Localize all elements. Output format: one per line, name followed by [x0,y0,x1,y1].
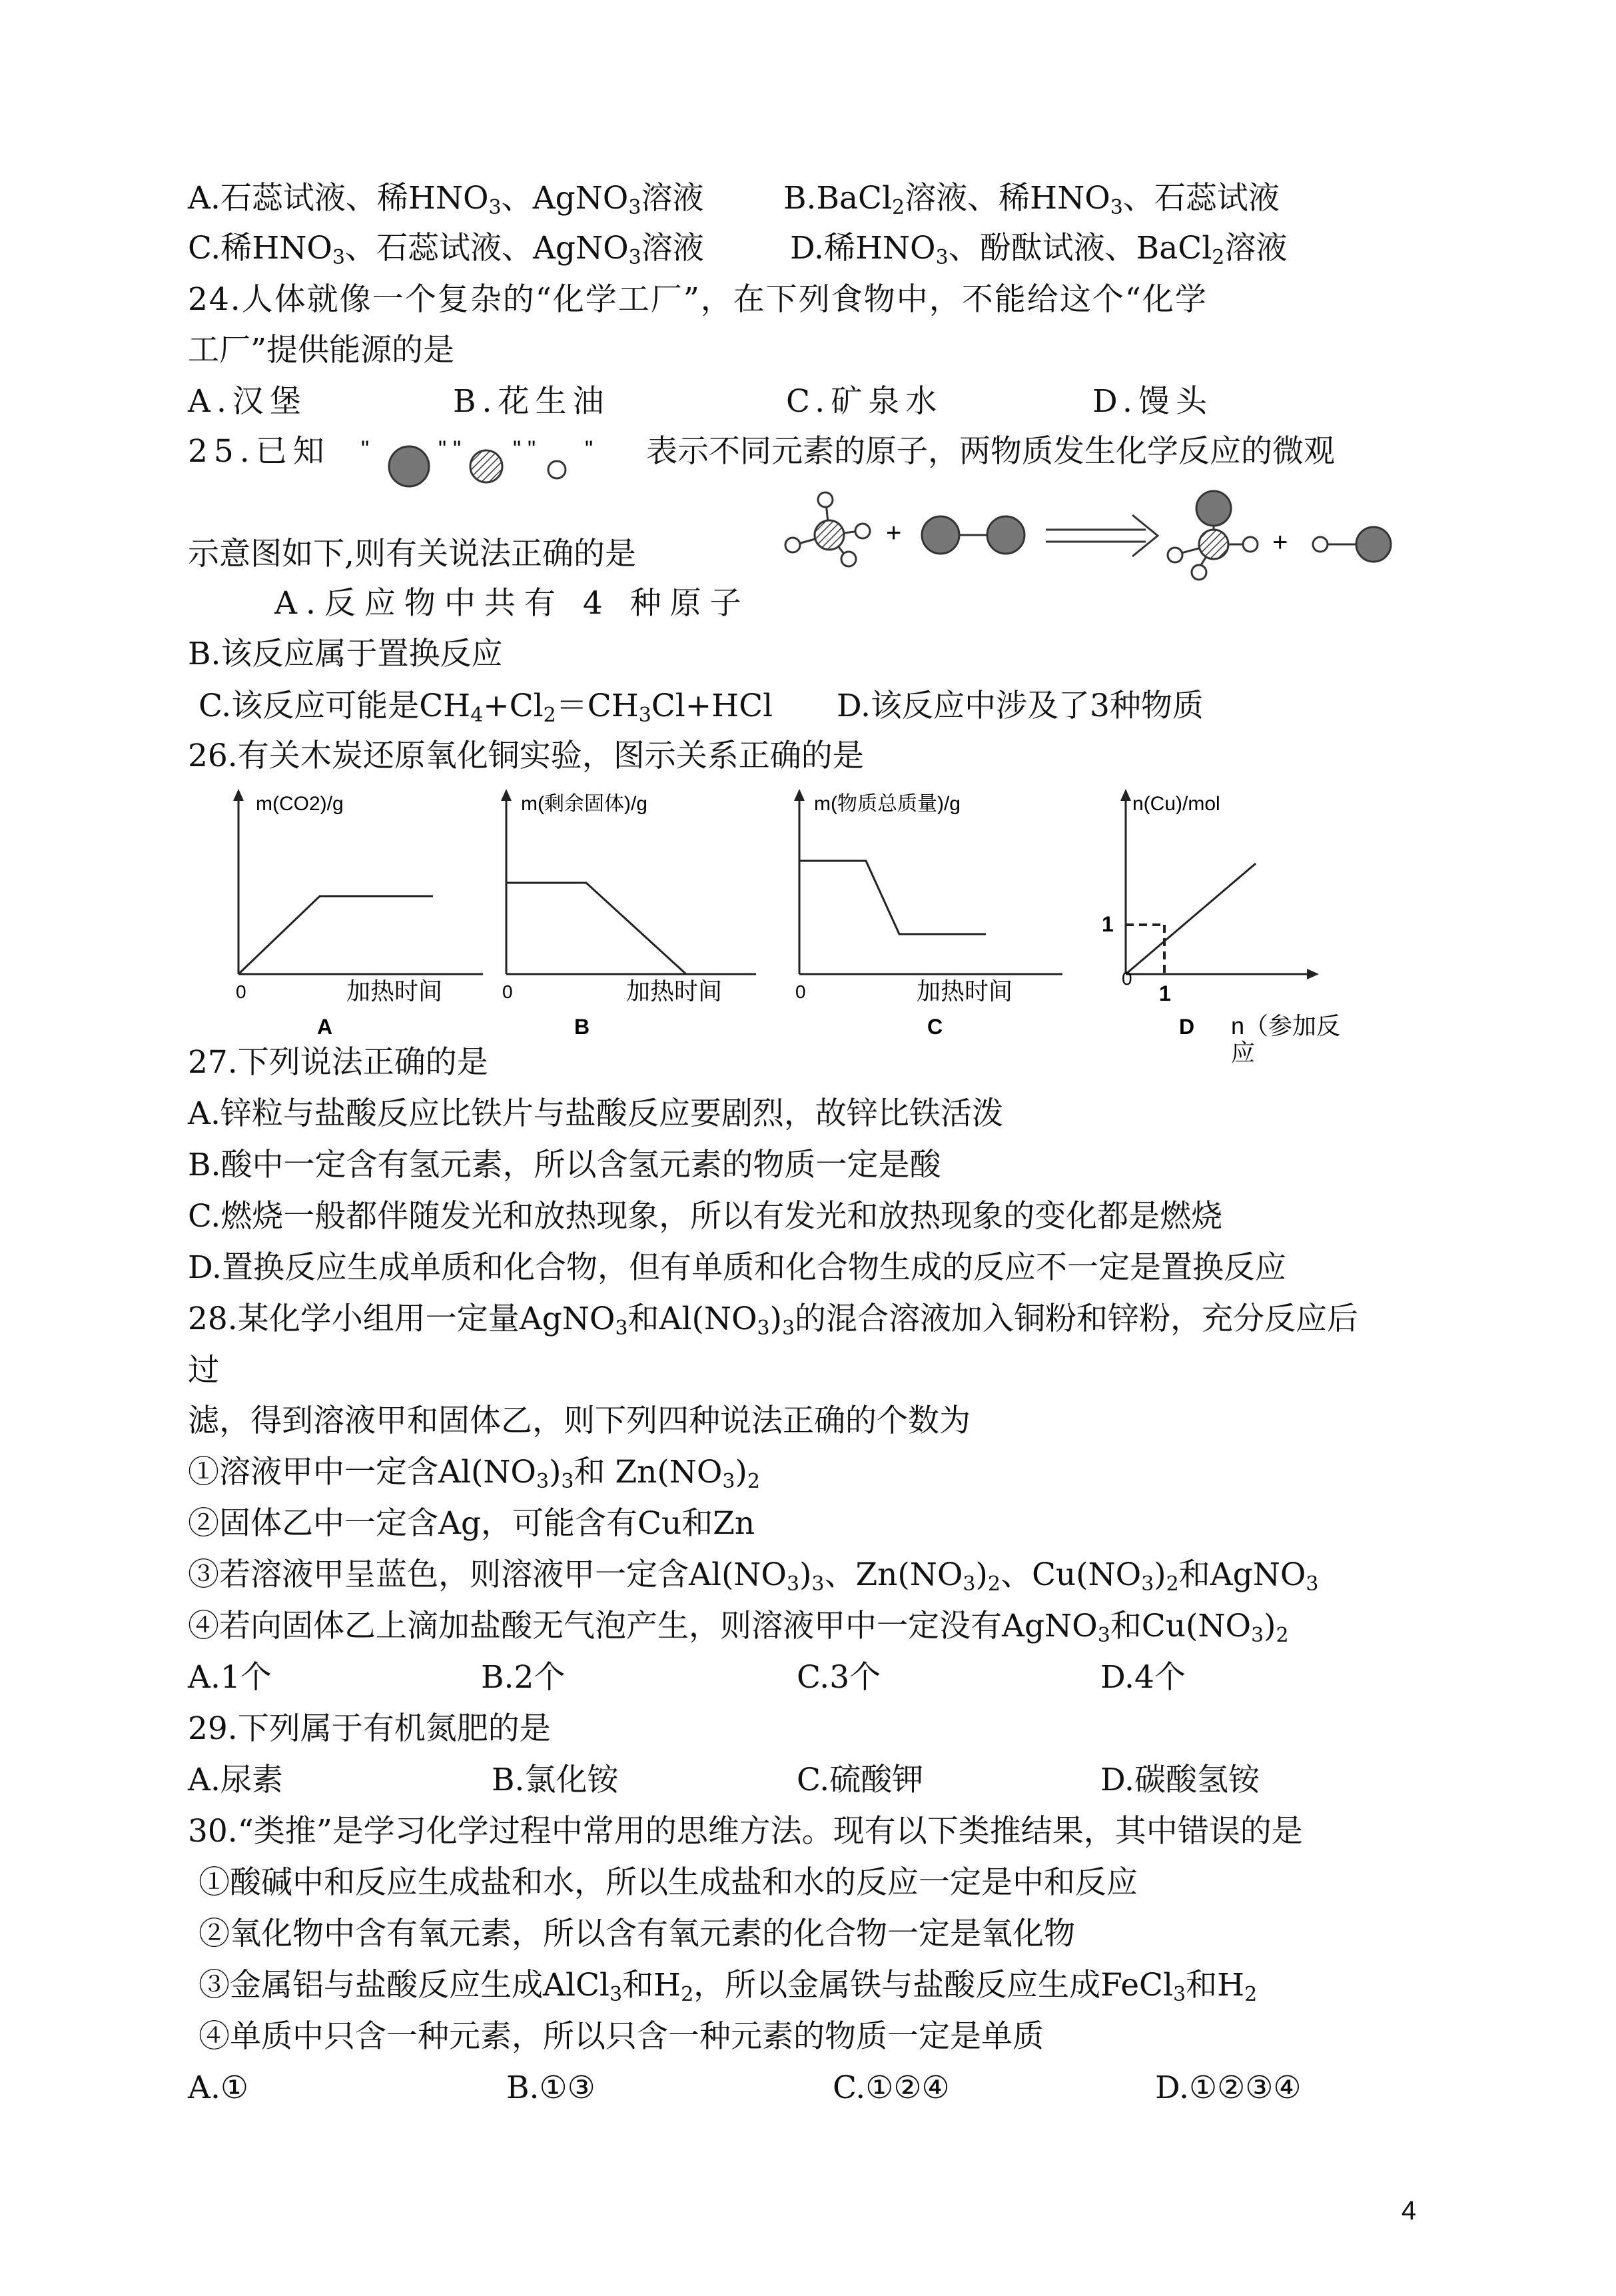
q29-option-b: B.氯化铵 [492,1762,619,1798]
curve [799,861,986,934]
small-atom-icon [1243,537,1258,552]
axis-arrow-icon [501,789,512,801]
y-label: n(Cu)/mol [1132,793,1220,815]
axis-arrow-icon [233,789,244,801]
q29-option-c: C.硫酸钾 [797,1762,924,1798]
q27-option-a: A.锌粒与盐酸反应比铁片与盐酸反应要剧烈，故锌比铁活泼 [188,1095,1003,1132]
q25-option-b: B.该反应属于置换反应 [188,636,503,672]
hatched-atom-icon [815,520,844,550]
q24-option-b: B.花生油 [453,383,610,420]
q28-option-c: C.3个 [797,1659,881,1696]
small-atom-icon [818,492,833,507]
small-atom-icon [1192,565,1206,580]
small-atom-icon [1168,548,1182,562]
x-label: n（参加反 [1231,1012,1341,1039]
graph-letter: C [927,1015,943,1039]
q25-option-a: A.反应物中共有 4 种原子 [274,585,750,622]
y-tick-label: 1 [1102,912,1114,936]
plus-sign: + [886,518,902,548]
q28-option-b: B.2个 [481,1659,566,1696]
q29-option-a: A.尿素 [188,1762,283,1798]
origin-label: 0 [795,981,806,1002]
q27-option-c: C.燃烧一般都伴随发光和放热现象，所以有发光和放热现象的变化都是燃烧 [188,1198,1223,1235]
q28-statement-2: ②固体乙中一定含Ag，可能含有Cu和Zn [188,1505,755,1542]
axis-arrow-icon [1120,789,1131,801]
q28-stem-line3: 滤，得到溶液甲和固体乙，则下列四种说法正确的个数为 [188,1403,971,1439]
small-atom-icon [841,552,856,566]
hatched-atom-icon [470,450,502,482]
y-label: m(CO2)/g [256,793,344,815]
quote-mark: " [513,436,522,462]
x-label: 加热时间 [346,977,443,1005]
origin-label: 0 [502,981,513,1002]
quote-mark: " [361,436,370,462]
small-atom-icon [855,524,870,538]
q28-option-a: A.1个 [188,1659,272,1696]
large-atom-icon [389,446,429,486]
curve [1126,863,1256,974]
large-atom-icon [922,516,959,554]
graph-letter: B [574,1015,590,1039]
q28-statement-1: ①溶液甲中一定含$Al(NO_3)_3$和 $Zn(NO_3)_2$ [188,1454,760,1493]
curve [238,896,433,974]
origin-label: 0 [236,981,246,1002]
q27-option-d: D.置换反应生成单质和化合物，但有单质和化合物生成的反应不一定是置换反应 [188,1249,1286,1286]
x-label-line2: 应 [1231,1039,1256,1066]
y-label: m(剩余固体)/g [521,793,647,815]
graph-letter: D [1179,1015,1195,1039]
quote-mark: " [438,436,447,462]
q30-option-d: D.①②③④ [1155,2069,1302,2106]
q25-stem-start: 25.已知 [188,433,330,470]
q24-stem-line2: 工厂”提供能源的是 [188,332,455,368]
large-atom-icon [987,516,1024,554]
q29-stem: 29.下列属于有机氮肥的是 [188,1710,551,1747]
quote-mark: " [585,436,594,462]
q28-stem-line1: 28.某化学小组用一定量AgNO$_3$和$Al(NO_3)_3$的混合溶液加入铜粉和锌粉，充分反应后 [188,1301,1359,1340]
large-atom-icon [1196,491,1231,526]
q24-option-d: D.馒头 [1092,383,1213,420]
q30-option-a: A.① [188,2069,249,2106]
graph-b [493,786,759,1039]
q30-statement-2: ②氧化物中含有氧元素，所以含有氧元素的化合物一定是氧化物 [199,1916,1075,1952]
x-tick-label: 1 [1159,981,1171,1005]
q25-option-c: C.该反应可能是$CH_4+Cl_2=CH_3Cl+HCl$ [199,688,773,727]
graph-d [1092,786,1399,1079]
page-number: 4 [1401,2196,1416,2225]
q28-statement-3: ③若溶液甲呈蓝色，则溶液甲一定含$Al(NO_3)_3$、$Zn(NO_3)_2$、$Cu(NO_3)_2$和AgNO$_3$ [188,1556,1319,1596]
q25-stem-line1: 表示不同元素的原子，两物质发生化学反应的微观 [646,433,1335,470]
hatched-atom-icon [1199,530,1228,559]
q30-statement-3: ③金属铝与盐酸反应生成AlCl$_3$和$H_2$，所以金属铁与盐酸反应生成FeCl$_3$和$H_2$ [199,1967,1258,2006]
large-atom-icon [1356,527,1391,562]
q23-option-b: B.BaCl$_2$溶液、稀$HNO_3$、石蕊试液 [783,180,1280,219]
x-label: 加热时间 [626,977,723,1005]
q30-statement-1: ①酸碱中和反应生成盐和水，所以生成盐和水的反应一定是中和反应 [199,1864,1138,1901]
graph-c [786,786,1066,1039]
q23-option-a: A.石蕊试液、稀$HNO_3$、AgNO$_3$溶液 [188,180,704,219]
small-atom-icon [1313,537,1328,552]
q27-stem: 27.下列说法正确的是 [188,1044,488,1081]
axis-arrow-icon [794,789,805,801]
q25-option-d: D.该反应中涉及了3种物质 [837,688,1204,724]
y-label: m(物质总质量)/g [814,793,961,815]
graph-letter: A [317,1015,333,1039]
q28-option-d: D.4个 [1100,1659,1186,1696]
graph-a [226,786,486,1039]
q24-stem-line1: 24.人体就像一个复杂的“化学工厂”，在下列食物中，不能给这个“化学 [188,281,1208,318]
origin-label: 0 [1122,968,1132,989]
curve [506,883,686,974]
q23-option-c: C.稀$HNO_3$、石蕊试液、AgNO$_3$溶液 [188,230,704,269]
q30-option-b: B.①③ [506,2069,596,2106]
small-atom-icon [785,538,800,552]
q29-option-d: D.碳酸氢铵 [1100,1762,1260,1798]
q30-statement-4: ④单质中只含一种元素，所以只含一种元素的物质一定是单质 [199,2018,1044,2055]
q30-option-c: C.①②④ [833,2069,950,2106]
reaction-arrow-icon [1046,515,1158,556]
q24-option-a: A.汉堡 [188,383,307,420]
quote-mark: " [528,436,536,462]
quote-mark: " [453,436,462,462]
q27-option-b: B.酸中一定含有氢元素，所以含氢元素的物质一定是酸 [188,1147,941,1183]
q30-stem: 30.“类推”是学习化学过程中常用的思维方法。现有以下类推结果，其中错误的是 [188,1813,1303,1850]
reaction-diagram [766,490,1406,590]
x-label: 加热时间 [917,977,1013,1005]
q28-statement-4: ④若向固体乙上滴加盐酸无气泡产生，则溶液甲中一定没有AgNO$_3$和$Cu(NO_3)_2$ [188,1608,1289,1647]
small-atom-icon [548,461,566,478]
plus-sign: + [1272,528,1288,557]
q25-stem-line2: 示意图如下,则有关说法正确的是 [188,536,636,572]
q23-option-d: D.稀$HNO_3$、酚酞试液、BaCl$_2$溶液 [790,230,1288,269]
q26-stem: 26.有关木炭还原氧化铜实验，图示关系正确的是 [188,738,864,774]
q28-stem-line2: 过 [188,1352,219,1389]
axis-arrow-icon [1307,969,1319,979]
q24-option-c: C.矿泉水 [786,383,943,420]
atom-legend [353,436,633,490]
